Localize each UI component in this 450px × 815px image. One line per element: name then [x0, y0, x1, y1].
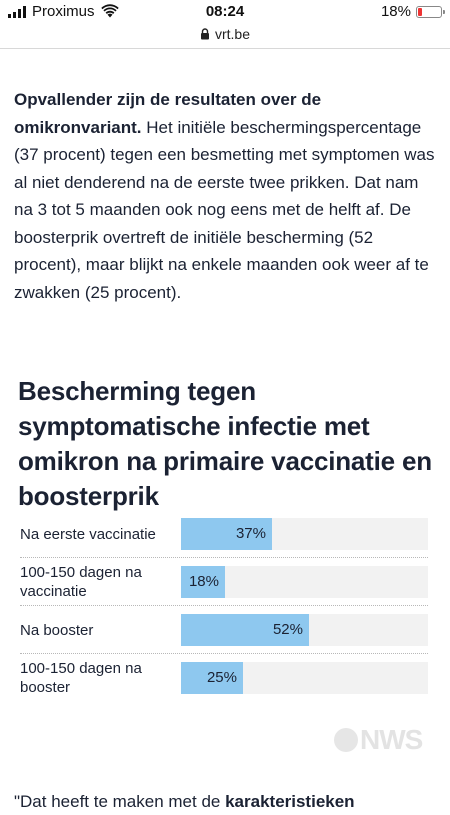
next-paragraph-bold: karakteristieken — [225, 792, 355, 811]
chart-row — [0, 512, 450, 560]
vrt-nws-watermark — [334, 724, 422, 756]
bar-value-label: 37% — [235, 525, 266, 542]
chart-row — [0, 656, 450, 704]
row-separator — [20, 605, 428, 606]
battery-percentage: 18% — [380, 3, 411, 20]
bar-track — [181, 566, 428, 598]
category-label: Na booster — [20, 621, 94, 639]
url-text: vrt.be — [214, 26, 250, 42]
chart-row — [0, 608, 450, 656]
paragraph-lead: Opvallender zijn de resultaten over de omikronvariant. — [14, 90, 322, 137]
bar-chart — [0, 512, 450, 712]
chart-row — [0, 560, 450, 608]
battery-low-icon — [416, 6, 442, 18]
chart-title: Bescherming tegen symptomatische infectie met omikron na primaire vaccinatie en boosterprik — [18, 376, 432, 511]
bar-track — [181, 614, 428, 646]
paragraph-body: Het initiële beschermingspercentage (37 procent) tegen een besmetting met symptomen was al niet denderend na de eerste twee prikken. Dat nam na 3 tot 5 maanden ook nog eens met de helft af. De boosterprik overtreft de initiële bescherming (52 procent), maar blijkt na enkele maanden ook weer af te zwakken (25 procent). — [14, 117, 435, 302]
bar-value-label: 18% — [188, 573, 219, 590]
vrt-logo-icon — [334, 728, 358, 752]
bar-track — [181, 662, 428, 694]
row-separator — [20, 557, 428, 558]
address-bar[interactable] — [0, 23, 450, 45]
browser-divider — [0, 48, 450, 49]
category-label: 100-150 dagen na vaccinatie — [20, 564, 142, 600]
category-label: 100-150 dagen na booster — [20, 660, 142, 696]
clock: 08:24 — [205, 3, 245, 20]
article-paragraph — [14, 86, 438, 306]
bar-value-label: 52% — [272, 621, 303, 638]
next-paragraph-start: "Dat heeft te maken met de — [14, 792, 226, 811]
row-separator — [20, 653, 428, 654]
next-paragraph — [14, 788, 444, 815]
bar-value-label: 25% — [206, 669, 237, 686]
category-label: Na eerste vaccinatie — [20, 525, 156, 543]
status-right — [381, 3, 442, 20]
bar-track — [181, 518, 428, 550]
carrier-name: Proximus — [32, 3, 95, 20]
lock-icon — [200, 28, 210, 40]
watermark-text: NWS — [360, 724, 423, 755]
